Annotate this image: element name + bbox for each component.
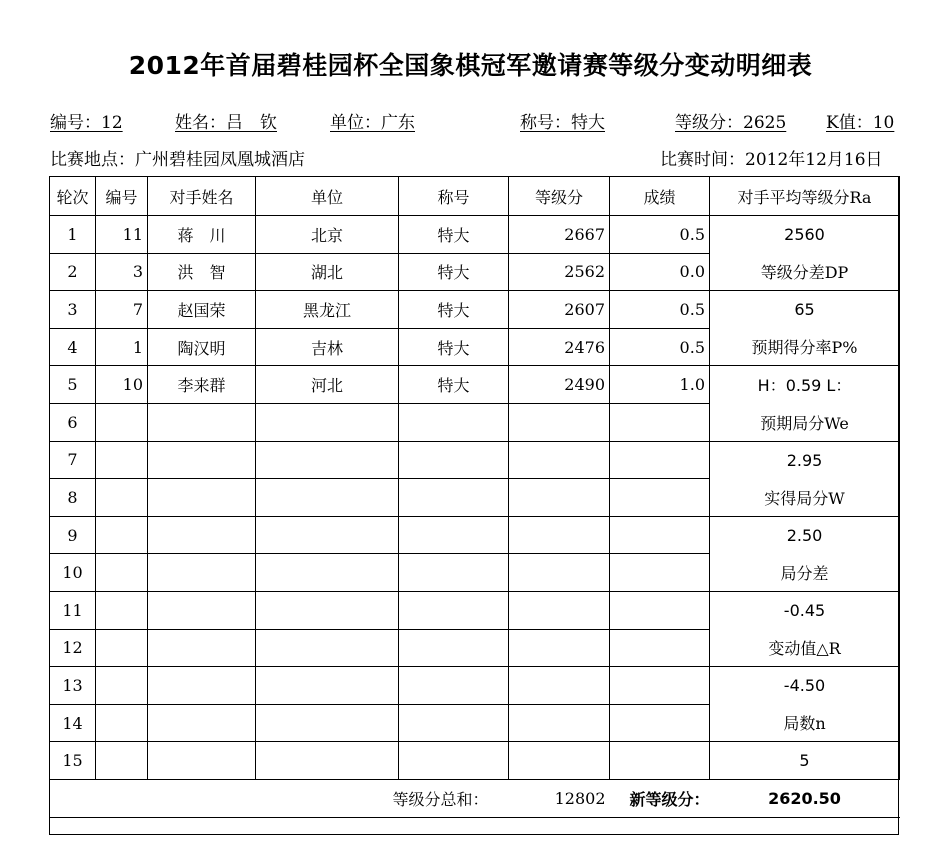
summary-cell: 局数n — [710, 704, 900, 742]
match-date: 比赛时间：2012年12月16日 — [660, 150, 883, 170]
opponent-rating-cell: 2490 — [509, 366, 610, 404]
round-cell: 4 — [50, 328, 96, 366]
summary-cell: 2.95 — [710, 441, 900, 479]
score-cell: 0.5 — [610, 328, 710, 366]
rating-sum-label: 等级分总和： — [50, 779, 509, 817]
venue: 比赛地点：广州碧桂园凤凰城酒店 — [50, 150, 305, 170]
player-number: 编号：12 — [50, 113, 123, 133]
score-cell: 0.5 — [610, 216, 710, 254]
score-cell: 0.5 — [610, 291, 710, 329]
opponent-number-cell: 1 — [96, 328, 148, 366]
round-cell: 13 — [50, 667, 96, 705]
opponent-rating-cell: 2667 — [509, 216, 610, 254]
summary-cell: 预期得分率P% — [710, 328, 900, 366]
player-k-value: K值：10 — [826, 113, 895, 133]
round-cell: 10 — [50, 554, 96, 592]
player-rating: 等级分：2625 — [675, 113, 787, 133]
opponent-rating-cell: 2607 — [509, 291, 610, 329]
col-header: 轮次 — [50, 177, 96, 216]
round-cell: 11 — [50, 591, 96, 629]
table-border — [49, 176, 899, 835]
score-cell: 1.0 — [610, 366, 710, 404]
opponent-name-cell: 李来群 — [148, 366, 256, 404]
opponent-unit-cell: 河北 — [256, 366, 399, 404]
summary-cell: 5 — [710, 742, 900, 780]
opponent-number-cell: 7 — [96, 291, 148, 329]
summary-cell: 2560 — [710, 216, 900, 254]
col-header: 对手姓名 — [148, 177, 256, 216]
opponent-rating-cell: 2476 — [509, 328, 610, 366]
new-rating-label: 新等级分： — [610, 779, 710, 817]
summary-cell: H：0.59 L： — [710, 366, 900, 404]
summary-cell: 预期局分We — [710, 403, 900, 441]
summary-cell: 65 — [710, 291, 900, 329]
opponent-name-cell: 赵国荣 — [148, 291, 256, 329]
col-header: 成绩 — [610, 177, 710, 216]
score-cell: 0.0 — [610, 253, 710, 291]
round-cell: 12 — [50, 629, 96, 667]
opponent-number-cell: 3 — [96, 253, 148, 291]
new-rating-value: 2620.50 — [710, 779, 900, 817]
col-header: 对手平均等级分Ra — [710, 177, 900, 216]
round-cell: 9 — [50, 516, 96, 554]
opponent-name-cell: 洪 智 — [148, 253, 256, 291]
opponent-rank-cell: 特大 — [399, 216, 509, 254]
player-name: 姓名：吕 钦 — [175, 113, 277, 133]
opponent-rank-cell: 特大 — [399, 328, 509, 366]
summary-cell: 实得局分W — [710, 479, 900, 517]
round-cell: 5 — [50, 366, 96, 404]
round-cell: 2 — [50, 253, 96, 291]
player-rank: 称号：特大 — [520, 113, 605, 133]
opponent-name-cell: 陶汉明 — [148, 328, 256, 366]
round-cell: 7 — [50, 441, 96, 479]
opponent-number-cell: 11 — [96, 216, 148, 254]
page-title: 2012年首届碧桂园杯全国象棋冠军邀请赛等级分变动明细表 — [128, 51, 813, 80]
player-unit: 单位：广东 — [330, 113, 415, 133]
round-cell: 15 — [50, 742, 96, 780]
opponent-rank-cell: 特大 — [399, 291, 509, 329]
opponent-rank-cell: 特大 — [399, 366, 509, 404]
opponent-unit-cell: 黑龙江 — [256, 291, 399, 329]
round-cell: 8 — [50, 479, 96, 517]
rating-sum-value: 12802 — [509, 779, 610, 817]
round-cell: 14 — [50, 704, 96, 742]
col-header: 单位 — [256, 177, 399, 216]
round-cell: 1 — [50, 216, 96, 254]
summary-cell: -0.45 — [710, 591, 900, 629]
opponent-name-cell: 蒋 川 — [148, 216, 256, 254]
round-cell: 6 — [50, 403, 96, 441]
opponent-rating-cell: 2562 — [509, 253, 610, 291]
opponent-unit-cell: 吉林 — [256, 328, 399, 366]
opponent-unit-cell: 北京 — [256, 216, 399, 254]
opponent-unit-cell: 湖北 — [256, 253, 399, 291]
summary-cell: -4.50 — [710, 667, 900, 705]
round-cell: 3 — [50, 291, 96, 329]
summary-cell: 变动值△R — [710, 629, 900, 667]
col-header: 称号 — [399, 177, 509, 216]
summary-cell: 2.50 — [710, 516, 900, 554]
opponent-rank-cell: 特大 — [399, 253, 509, 291]
opponent-number-cell: 10 — [96, 366, 148, 404]
col-header: 等级分 — [509, 177, 610, 216]
summary-cell: 等级分差DP — [710, 253, 900, 291]
col-header: 编号 — [96, 177, 148, 216]
summary-cell: 局分差 — [710, 554, 900, 592]
